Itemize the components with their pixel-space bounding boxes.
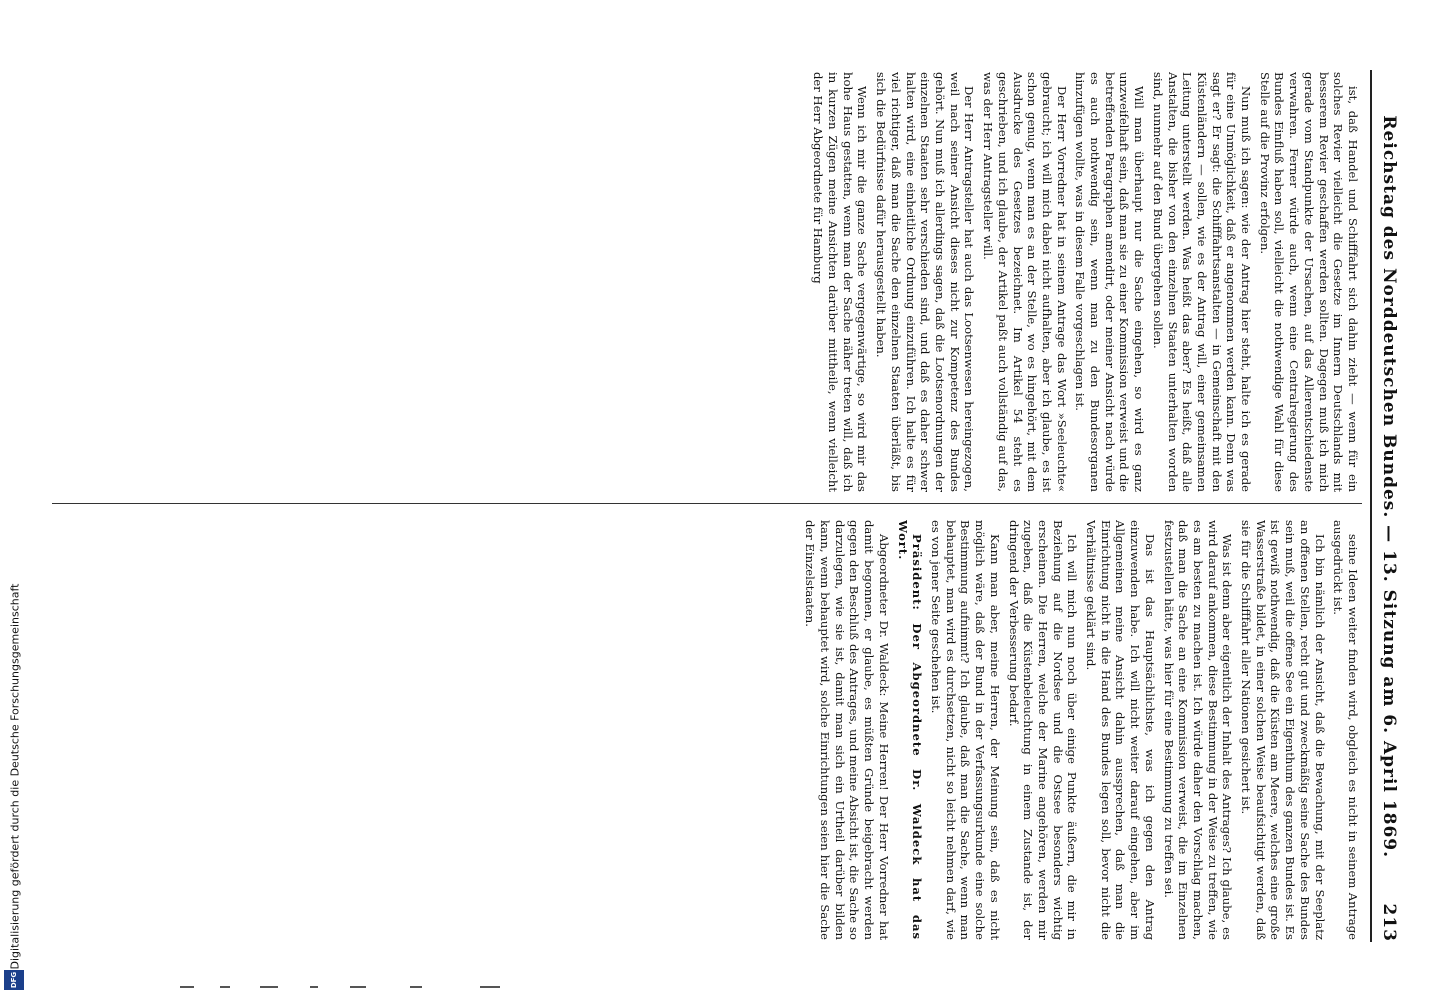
logo-text: DFG — [10, 971, 18, 989]
paragraph: Was ist denn aber eigentlich der Inhalt des Antrages? Ich glaube, es wird darauf ankommen, diese Bestimmung in der Weise zu treffen, wie es am besten zu machen ist. Ich würde daher den Vorschlag machen, daß man die Sache an eine Kommission verweist, die im Einzelnen festzustellen hätte, was hier für eine Bestimmung zu treffen sei. — [1161, 520, 1235, 940]
column-divider — [52, 503, 1362, 504]
scan-edge-marks — [180, 984, 560, 990]
dfg-logo-icon — [4, 970, 24, 990]
paragraph: Will man überhaupt nur die Sache eingehen, so wird es ganz unzweifelhaft sein, daß man sie zu einer Kommission verweist und die betreffenden Paragraphen amendirt, oder meiner Ansicht nach würde es auch nothwendig sein, wenn man zu den Bundesorganen hinzufügen wollte, was in diesem Falle vorgeschlagen ist. — [1073, 72, 1147, 492]
paragraph: Der Herr Antragsteller hat auch das Lootsenwesen hereingezogen, weil nach seiner Ansicht dieses nicht zur Kompetenz des Bundes gehört. Nun muß ich allerdings sagen, daß die Lootsenordnungen der einzelnen Staaten sehr verschieden sind, und daß es daher schwer halten wird, eine einheitliche Ordnung einzuführen. Ich halte es für viel richtiger, daß man die Sache den einzelnen Staaten überläßt, bis sich die Bedürfnisse dafür herausgestellt haben. — [874, 72, 977, 492]
digitization-credit — [4, 560, 26, 992]
page-number: 213 — [1379, 903, 1399, 942]
credit-text: Digitalisierung gefördert durch die Deutsche Forschungsgemeinschaft — [8, 583, 22, 969]
paragraph: Abgeordneter Dr. Waldeck: Meine Herren! Der Herr Vorredner hat damit begonnen, er glaube, es müßten Gründe beigebracht werden gegen den Beschluß des Antrages, und meine Absicht ist, die Sache so darzulegen, wie sie ist, damit man sich ein Urtheil darüber bilden kann, wenn behauptet wird, solche Einrichtungen seien hier die Sache der Einzelstaaten. — [803, 520, 891, 940]
paragraph: seine Ideen weiter finden wird, obgleich es nicht in seinem Antrage ausgedrückt ist. — [1331, 520, 1360, 940]
speaker-paragraph: Präsident: Der Abgeordnete Dr. Waldeck hat das Wort. — [895, 520, 925, 940]
paragraph: Nun muß ich sagen: wie der Antrag hier steht, halte ich es gerade für eine Unmöglichkeit, daß er angenommen werden kann. Denn was sagt er? Er sagt: die Schifffahrtsanstalten — in Gemeinschaft mit den Küstenländern — sollen, wie es der Antrag will, einer gemeinsamen Leitung unterstellt werden. Was heißt das aber? Es heißt, daß alle Anstalten, die bisher von den einzelnen Staaten unterhalten worden sind, nunmehr auf den Bund übergehen sollen. — [1150, 72, 1254, 492]
page-header-title: Reichstag des Norddeutschen Bundes. — 13. Sitzung am 6. April 1869. — [1379, 115, 1399, 859]
paragraph: Wenn ich mir die ganze Sache vergegenwärtige, so wird mir das hohe Haus gestatten, wenn man der Sache näher treten will, daß ich in kurzen Zügen meine Ansichten darüber mittheile, wenn vielleicht der Herr Abgeordnete für Hamburg — [811, 72, 870, 492]
header-rule — [1370, 70, 1372, 942]
left-column — [50, 72, 1360, 492]
paragraph: Ich bin nämlich der Ansicht, daß die Bewachung, mit der Seeplatz an offenen Stellen, recht gut und zweckmäßig seine Sache des Bundes sein muß, weil die offene See ein Eigenthum des ganzen Bundes ist. Es ist gewiß nothwendig, daß die Küsten am Meere, welches eine große Wasserstraße bildet, in einer solchen Weise beaufsichtigt werden, daß sie für die Schifffahrt aller Nationen gesichert ist. — [1239, 520, 1327, 940]
paragraph: Ich will mich nun noch über einige Punkte äußern, die mir in Beziehung auf die Nordsee und die Ostsee besonders wichtig erscheinen. Die Herren, welche der Marine angehören, werden mir zugeben, daß die Küstenbeleuchtung in einem Zustande ist, der dringend der Verbesserung bedarf. — [1006, 520, 1080, 940]
right-column — [50, 520, 1360, 940]
paragraph: Der Herr Vorredner hat in seinem Antrage das Wort »Seeleuchte« gebraucht; ich will mich dabei nicht aufhalten, aber ich glaube, es ist schon genug, wenn man es an der Stelle, wo es hingehört, mit dem Ausdrucke des Gesetzes bezeichnet. Im Artikel 54 steht es geschrieben, und ich glaube, der Artikel paßt auch vollständig auf das, was der Herr Antragsteller will. — [981, 72, 1069, 492]
paragraph: Kann man aber, meine Herren, der Meinung sein, daß es nicht möglich wäre, daß der Bund in der Verfassungsurkunde eine solche Bestimmung aufnimmt? Ich glaube, daß man die Sache, wenn man behauptet, man wird es durchsetzen, nicht so leicht nehmen darf, wie es von jener Seite geschehen ist. — [929, 520, 1002, 940]
running-header — [1374, 70, 1404, 942]
paragraph: ist, daß Handel und Schifffahrt sich dahin zieht — wenn für ein solches Revier vielleicht die Gesetze im Innern Deutschlands mit besserem Revier geschaffen werden sollten. Dagegen muß ich mich gerade vom Standpunkte der Ursachen, auf das Allerentschiedenste verwahren. Ferner würde auch, wenn eine Centralregierung des Bundes Einfluß haben soll, vielleicht die nothwendige Wahl für diese Stelle auf die Provinz erfolgen. — [1257, 72, 1360, 492]
paragraph: Das ist das Hauptsächlichste, was ich gegen den Antrag einzuwenden habe. Ich will nicht weiter darauf eingehen, aber im Allgemeinen meine Ansicht dahin aussprechen, daß man die Einrichtung nicht in die Hand des Bundes legen soll, bevor nicht die Verhältnisse geklärt sind. — [1084, 520, 1157, 940]
